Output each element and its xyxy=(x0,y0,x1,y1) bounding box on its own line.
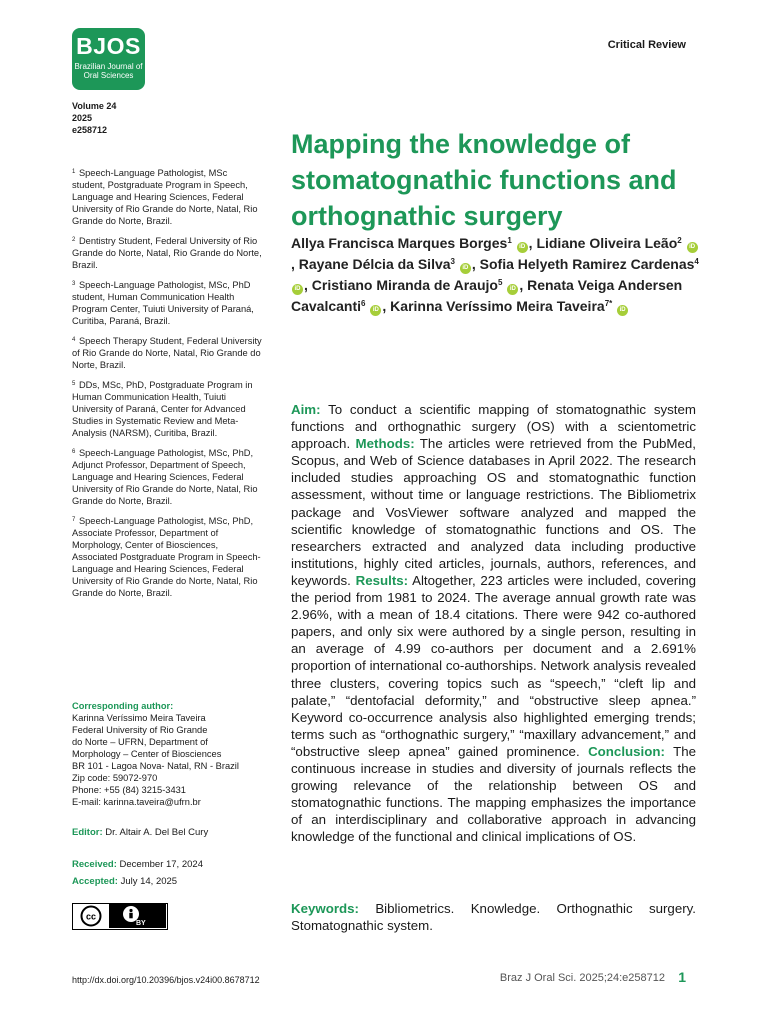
orcid-icon[interactable]: iD xyxy=(687,242,698,253)
article-id: e258712 xyxy=(72,125,108,135)
accepted-line xyxy=(72,873,203,890)
author-sup: 3 xyxy=(450,257,455,266)
dates-block xyxy=(72,856,203,890)
corresponding-address-line: do Norte – UFRN, Department of xyxy=(72,737,208,747)
svg-text:cc: cc xyxy=(85,911,97,922)
article-title: Mapping the knowledge of stomatognathic functions and orthognathic surgery xyxy=(291,129,677,231)
received-date: December 17, 2024 xyxy=(119,859,203,870)
received-label: Received: xyxy=(72,859,117,870)
author-sup: 1 xyxy=(507,236,512,245)
doi-link[interactable]: http://dx.doi.org/10.20396/bjos.v24i00.8678712 xyxy=(72,975,260,985)
orcid-icon[interactable]: iD xyxy=(370,305,381,316)
accepted-date: July 14, 2025 xyxy=(120,876,178,887)
abstract xyxy=(291,401,696,845)
journal-name: Brazilian Journal of Oral Sciences xyxy=(74,62,143,80)
citation: Braz J Oral Sci. 2025;24:e258712 xyxy=(499,972,665,984)
affiliations-list xyxy=(72,166,262,606)
accepted-label: Accepted: xyxy=(72,876,118,887)
affiliation-4: $^4$ Speech Therapy Student, Federal University of Rio Grande do Norte, Natal, Rio Grande do Norte, Brazil. xyxy=(72,336,262,370)
author-sup: 7* xyxy=(604,299,613,308)
orcid-icon[interactable]: iD xyxy=(460,263,471,274)
methods-text: The articles were retrieved from the PubMed, Scopus, and Web of Science databases in April 2022. The research included studies approaching OS and stomatognathic function assessment, without time or language restrictions. The Bibliometrix package and VosViewer software analyzed and mapped the scientific knowledge of stomatognathic functions and OS. The researchers extracted and analyzed data including productive institutions, highly cited articles, journals, authors, references, and keywords. xyxy=(291,436,696,588)
affiliation-3: $^3$ Speech-Language Pathologist, MSc, PhD student, Human Communication Health Program Center, Tuiuti University of Paraná, Curitiba, Paraná, Brazil. xyxy=(72,280,254,326)
author-sup: 4 xyxy=(694,257,699,266)
page-number: 1 xyxy=(678,969,686,985)
corresponding-address-line: Morphology – Center of Biosciences xyxy=(72,749,222,759)
volume-year: 2025 xyxy=(72,113,93,123)
corresponding-email[interactable]: E-mail: karinna.taveira@ufrn.br xyxy=(72,797,201,807)
journal-logo xyxy=(72,28,145,90)
volume-number: Volume 24 xyxy=(72,101,117,111)
orcid-icon[interactable]: iD xyxy=(517,242,528,253)
results-text: Altogether, 223 articles were included, covering the period from 1981 to 2024. The average annual growth rate was 2.96%, with a mean of 18.4 citations. There were 942 co-authored papers, and only six were authored by a single person, resulting in an average of 4.99 co-authors per document and a 2.691% proportion of international co-authorships. Network analysis revealed three clusters, covering topics such as “speech,” “cleft lip and palate,” “dentofacial deformity,” and “obstructive sleep apnea.” Keyword co-occurrence analysis also highlighted emerging trends; terms such as “orthognathic surgery,” “maxillary advancement,” and “obstructive sleep apnea” gained prominence. xyxy=(291,572,696,759)
orcid-icon[interactable]: iD xyxy=(507,284,518,295)
corresponding-phone: Phone: +55 (84) 3215-3431 xyxy=(72,785,186,795)
author-name: Renata Veiga Andersen Cavalcanti xyxy=(291,277,683,314)
cc-by-label: BY xyxy=(136,920,146,927)
corresponding-address-line: BR 101 - Lagoa Nova- Natal, RN - Brazil xyxy=(72,761,239,771)
keywords-label: Keywords: xyxy=(291,901,359,916)
volume-info xyxy=(72,100,116,136)
author-sup: 2 xyxy=(677,236,682,245)
orcid-icon[interactable]: iD xyxy=(617,305,628,316)
received-line xyxy=(72,856,203,873)
keywords-text: Bibliometrics. Knowledge. Orthognathic surgery. Stomatognathic system. xyxy=(291,901,696,934)
affiliation-5: $^5$ DDs, MSc, PhD, Postgraduate Program in Human Communication Health, Tuiuti University of Paraná, Center for Advanced Studies in Systematic Review and Meta-Analysis (NARSM), Curitiba, Brazil. xyxy=(72,380,253,438)
corresponding-heading: Corresponding author: xyxy=(72,701,174,711)
affiliation-2: $^2$ Dentistry Student, Federal University of Rio Grande do Norte, Natal, Rio Grande do Norte, Brazil. xyxy=(72,236,262,270)
editor-value: Dr. Altair A. Del Bel Cury xyxy=(105,827,209,838)
orcid-icon[interactable]: iD xyxy=(292,284,303,295)
conclusion-text: The continuous increase in studies and diversity of journals reflects the growing relevance of the relationship between OS and stomatognathic functions. The mapping emphasizes the importance of an interdisciplinary and collaborative approach in advancing knowledge of the functional and clinical implications of OS. xyxy=(291,743,696,845)
author-name: Lidiane Oliveira Leão xyxy=(536,235,678,251)
author-list: Allya Francisca Marques Borges$^1$ iD , Lidiane Oliveira Leão$^2$ iD, Rayane Délcia da Silva$^3$ iD , Sofia Helyeth Ramirez Cardenas$^4$ iD , Cristiano Miranda de Araujo$^5$ iD , Renata Veiga Andersen Cavalcanti$^6$ iD , Karinna Veríssimo Meira Taveira$^{7*}$ iD xyxy=(291,235,699,314)
keywords xyxy=(291,900,696,934)
corresponding-zip: Zip code: 59072-970 xyxy=(72,773,158,783)
conclusion-label: Conclusion: xyxy=(588,743,665,759)
editor-label: Editor: xyxy=(72,827,103,838)
author-name: Rayane Délcia da Silva xyxy=(298,256,451,272)
author-name: Sofia Helyeth Ramirez Cardenas xyxy=(479,256,695,272)
author-name: Allya Francisca Marques Borges xyxy=(291,235,508,251)
journal-abbr: BJOS xyxy=(76,33,141,59)
affiliation-1: $^1$ Speech-Language Pathologist, MSc student, Postgraduate Program in Speech, Language and Hearing Sciences, Federal University of Rio Grande do Norte, Natal, Rio Grande do Norte, Brazil. xyxy=(72,168,258,226)
aim-text: To conduct a scientific mapping of stomatognathic system functions and orthognathic surgery (OS) with a scientometric approach. xyxy=(291,402,696,452)
aim-label: Aim: xyxy=(291,402,321,417)
author-name: Karinna Veríssimo Meira Taveira xyxy=(390,298,605,314)
author-sup: 6 xyxy=(361,299,366,308)
affiliation-6: $^6$ Speech-Language Pathologist, MSc, PhD, Adjunct Professor, Department of Speech, Language and Hearing Sciences, Federal University of Rio Grande do Norte, Natal, Rio Grande do Norte, Brazil. xyxy=(72,448,258,506)
section-label: Critical Review xyxy=(607,39,686,51)
author-sup: 5 xyxy=(497,278,503,287)
author-name: Cristiano Miranda de Araujo xyxy=(311,277,498,293)
cc-by-icon[interactable] xyxy=(72,903,168,930)
affiliation-7: $^7$ Speech-Language Pathologist, MSc, PhD, Associate Professor, Department of Morphology, Center of Biosciences, Associated Postgraduate Program in Speech-Language and Hearing Sciences, Federal University of Rio Grande do Norte, Natal, Rio Grande do Norte, Brazil. xyxy=(72,516,261,598)
editor-line xyxy=(72,827,208,838)
corresponding-author xyxy=(72,700,267,808)
cc-by-graphic xyxy=(73,904,166,928)
corresponding-name: Karinna Veríssimo Meira Taveira xyxy=(72,713,206,723)
methods-label: Methods: xyxy=(355,436,415,452)
corresponding-address-line: Federal University of Rio Grande xyxy=(72,725,208,735)
results-label: Results: xyxy=(355,572,409,588)
